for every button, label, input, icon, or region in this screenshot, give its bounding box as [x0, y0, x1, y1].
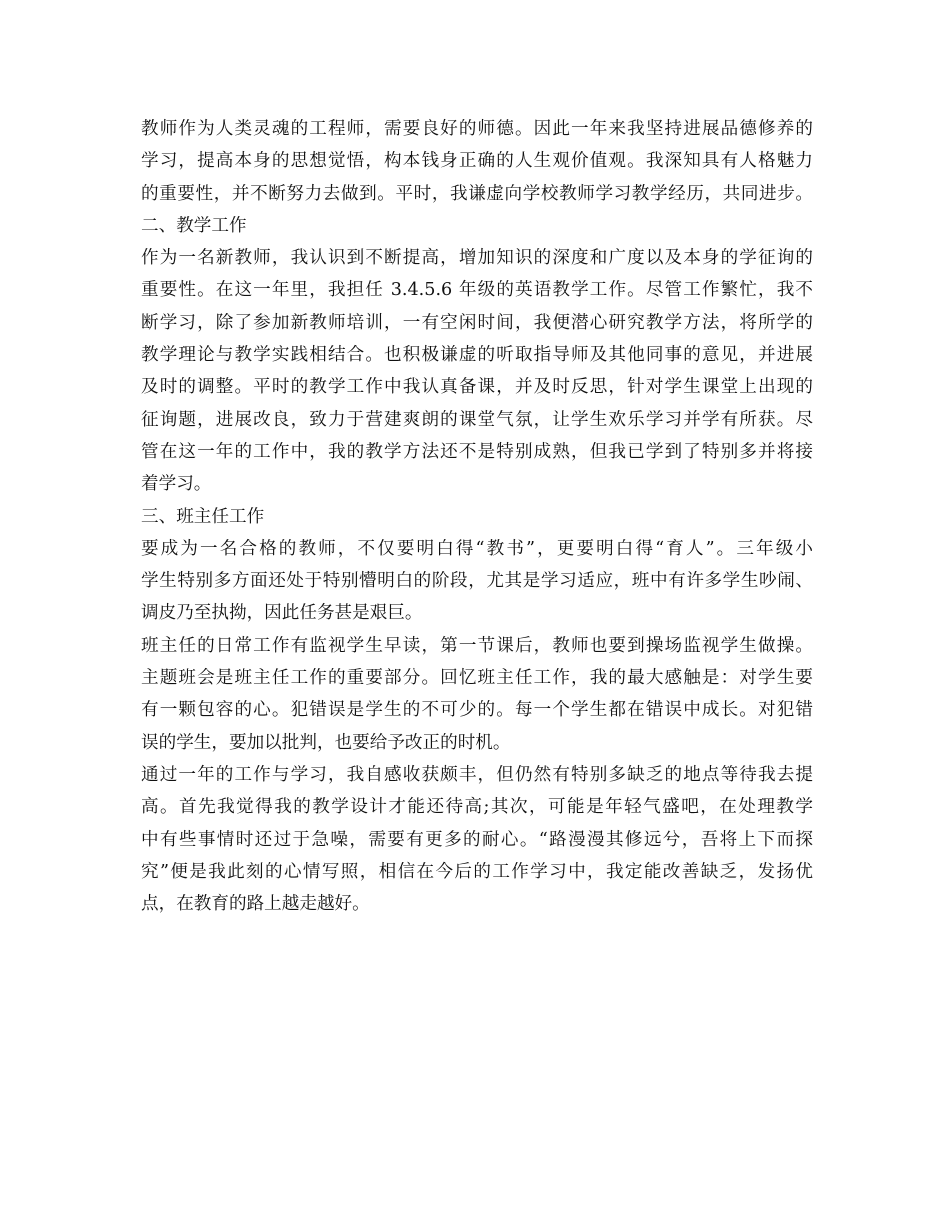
text-line: 征询题，进展改良，致力于营建爽朗的课堂气氛，让学生欢乐学习并学有所获。尽: [141, 409, 813, 430]
text-line: 通过一年的工作与学习，我自感收获颇丰，但仍然有特别多缺乏的地点等待我去提: [141, 764, 813, 785]
text-line: 断学习，除了参加新教师培训，一有空闲时间，我便潜心研究教学方法，将所学的: [141, 312, 813, 333]
text-line: 教学理论与教学实践相结合。也积极谦虚的听取指导师及其他同事的意见，并进展: [141, 345, 813, 366]
text-line: 要成为一名合格的教师，不仅要明白得“教书”，更要明白得“育人”。三年级小: [141, 538, 813, 559]
text-line: 主题班会是班主任工作的重要部分。回忆班主任工作，我的最大感触是：对学生要: [141, 668, 813, 689]
text-line: 及时的调整。平时的教学工作中我认真备课，并及时反思，针对学生课堂上出现的: [141, 377, 813, 398]
text-line: 重要性。在这一年里，我担任 3.4.5.6 年级的英语教学工作。尽管工作繁忙，我不: [141, 280, 813, 301]
text-line: 误的学生，要加以批判，也要给予改正的时机。: [141, 732, 511, 753]
text-line: 中有些事情时还过于急噪，需要有更多的耐心。“路漫漫其修远兮，吾将上下而探: [141, 829, 813, 850]
text-line: 的重要性，并不断努力去做到。平时，我谦虚向学校教师学习教学经历，共同进步。: [141, 183, 813, 204]
section-heading: 三、班主任工作: [141, 506, 265, 527]
text-line: 作为一名新教师，我认识到不断提高，增加知识的深度和广度以及本身的学征询的: [141, 248, 813, 269]
text-line: 管在这一年的工作中，我的教学方法还不是特别成熟，但我已学到了特别多并将接: [141, 441, 813, 462]
text-line: 学习，提高本身的思想觉悟，构本钱身正确的人生观价值观。我深知具有人格魅力: [141, 151, 813, 172]
text-line: 调皮乃至执拗，因此任务甚是艰巨。: [141, 603, 423, 624]
text-line: 班主任的日常工作有监视学生早读，第一节课后，教师也要到操场监视学生做操。: [141, 635, 813, 656]
text-line: 高。首先我觉得我的教学设计才能还待高;其次，可能是年轻气盛吧，在处理教学: [141, 797, 813, 818]
text-line: 究”便是我此刻的心情写照，相信在今后的工作学习中，我定能改善缺乏，发扬优: [141, 861, 813, 882]
text-line: 有一颗包容的心。犯错误是学生的不可少的。每一个学生都在错误中成长。对犯错: [141, 700, 813, 721]
section-heading: 二、教学工作: [141, 215, 247, 236]
text-line: 教师作为人类灵魂的工程师，需要良好的师德。因此一年来我坚持进展品德修养的: [141, 119, 813, 139]
text-line: 点，在教育的路上越走越好。: [141, 894, 370, 915]
document-body: [141, 113, 813, 920]
text-line: 着学习。: [141, 474, 212, 495]
text-line: 学生特别多方面还处于特别懵明白的阶段，尤其是学习适应，班中有许多学生吵闹、: [141, 571, 813, 592]
